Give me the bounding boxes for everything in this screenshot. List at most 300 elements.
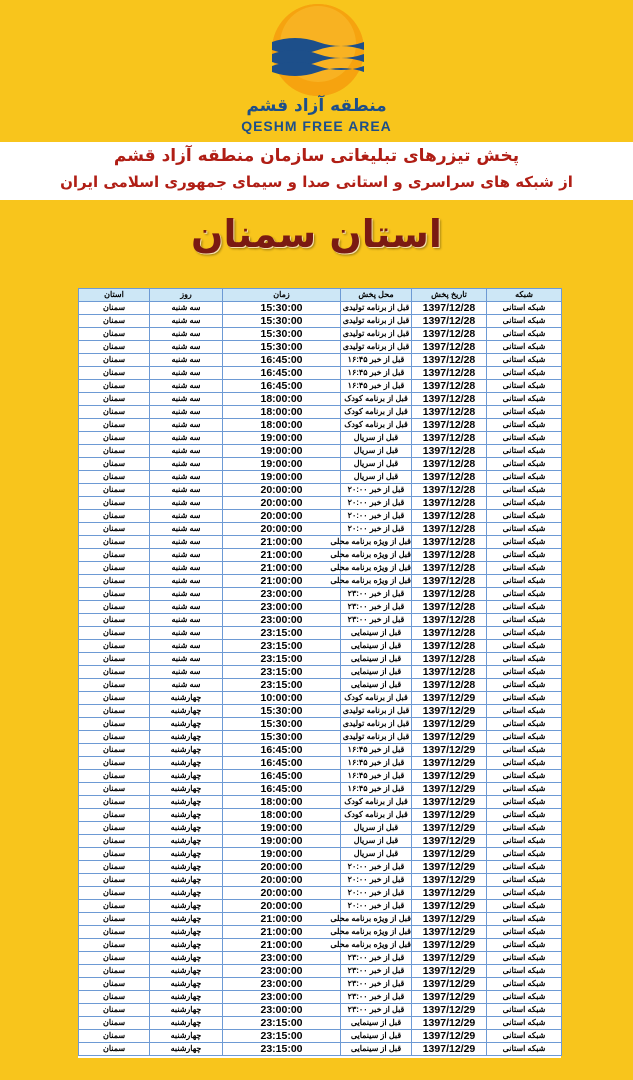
cell-time: 21:00:00 [223,536,341,549]
cell-province: سمنان [79,1030,150,1043]
cell-placement: قبل از سینمایی [341,1017,412,1030]
cell-province: سمنان [79,380,150,393]
table-row [79,835,562,848]
cell-date: 1397/12/28 [412,354,487,367]
cell-network: شبکه استانی [487,315,562,328]
cell-network: شبکه استانی [487,757,562,770]
cell-placement: قبل از خبر ۱۶:۴۵ [341,380,412,393]
table-row [79,861,562,874]
cell-placement: قبل از سریال [341,822,412,835]
cell-network: شبکه استانی [487,913,562,926]
cell-province: سمنان [79,1004,150,1017]
cell-network: شبکه استانی [487,705,562,718]
cell-placement: قبل از خبر ۲۰:۰۰ [341,874,412,887]
cell-time: 21:00:00 [223,562,341,575]
table-row [79,601,562,614]
cell-date: 1397/12/29 [412,770,487,783]
cell-date: 1397/12/29 [412,1004,487,1017]
cell-time: 18:00:00 [223,809,341,822]
cell-placement: قبل از خبر ۲۳:۰۰ [341,965,412,978]
cell-province: سمنان [79,718,150,731]
cell-placement: قبل از برنامه تولیدی [341,302,412,315]
cell-date: 1397/12/29 [412,952,487,965]
cell-day: چهارشنبه [150,978,223,991]
cell-day: سه شنبه [150,419,223,432]
cell-network: شبکه استانی [487,978,562,991]
cell-date: 1397/12/28 [412,614,487,627]
cell-province: سمنان [79,666,150,679]
cell-time: 20:00:00 [223,484,341,497]
table-row [79,471,562,484]
cell-day: سه شنبه [150,406,223,419]
cell-date: 1397/12/28 [412,432,487,445]
cell-network: شبکه استانی [487,627,562,640]
cell-day: چهارشنبه [150,913,223,926]
cell-time: 23:15:00 [223,653,341,666]
cell-day: سه شنبه [150,666,223,679]
cell-province: سمنان [79,601,150,614]
cell-date: 1397/12/28 [412,484,487,497]
cell-province: سمنان [79,952,150,965]
cell-day: چهارشنبه [150,835,223,848]
table-row [79,1030,562,1043]
province-title: استان سمنان [191,212,442,256]
table-row [79,666,562,679]
cell-network: شبکه استانی [487,601,562,614]
logo-area [0,0,633,140]
cell-network: شبکه استانی [487,406,562,419]
cell-day: چهارشنبه [150,1004,223,1017]
cell-date: 1397/12/29 [412,900,487,913]
column-header-date: تاریخ پخش [412,289,487,302]
cell-placement: قبل از خبر ۱۶:۴۵ [341,744,412,757]
cell-province: سمنان [79,653,150,666]
table-row [79,705,562,718]
cell-network: شبکه استانی [487,965,562,978]
cell-placement: قبل از خبر ۱۶:۴۵ [341,354,412,367]
cell-province: سمنان [79,562,150,575]
table-row [79,341,562,354]
cell-day: سه شنبه [150,458,223,471]
cell-day: چهارشنبه [150,783,223,796]
cell-time: 19:00:00 [223,445,341,458]
table-row [79,965,562,978]
cell-time: 16:45:00 [223,783,341,796]
cell-day: چهارشنبه [150,939,223,952]
cell-time: 23:00:00 [223,952,341,965]
cell-network: شبکه استانی [487,718,562,731]
cell-date: 1397/12/28 [412,575,487,588]
table-row [79,1017,562,1030]
cell-day: سه شنبه [150,523,223,536]
cell-date: 1397/12/28 [412,341,487,354]
cell-province: سمنان [79,705,150,718]
cell-day: چهارشنبه [150,861,223,874]
cell-day: سه شنبه [150,562,223,575]
cell-day: سه شنبه [150,367,223,380]
cell-network: شبکه استانی [487,354,562,367]
table-row [79,549,562,562]
cell-province: سمنان [79,744,150,757]
cell-time: 23:00:00 [223,1004,341,1017]
cell-province: سمنان [79,445,150,458]
cell-province: سمنان [79,796,150,809]
cell-network: شبکه استانی [487,692,562,705]
cell-time: 19:00:00 [223,822,341,835]
cell-day: سه شنبه [150,614,223,627]
table-body [79,302,562,1056]
cell-placement: قبل از سینمایی [341,1030,412,1043]
schedule-table [78,288,562,1056]
cell-network: شبکه استانی [487,679,562,692]
cell-day: سه شنبه [150,354,223,367]
cell-network: شبکه استانی [487,523,562,536]
cell-time: 20:00:00 [223,510,341,523]
cell-province: سمنان [79,692,150,705]
table-row [79,523,562,536]
table-row [79,770,562,783]
cell-network: شبکه استانی [487,471,562,484]
cell-placement: قبل از ویژه برنامه محلی [341,926,412,939]
cell-date: 1397/12/29 [412,887,487,900]
cell-time: 21:00:00 [223,549,341,562]
cell-day: چهارشنبه [150,705,223,718]
cell-time: 15:30:00 [223,328,341,341]
cell-day: سه شنبه [150,679,223,692]
cell-province: سمنان [79,523,150,536]
cell-day: چهارشنبه [150,1030,223,1043]
cell-time: 23:00:00 [223,588,341,601]
cell-placement: قبل از ویژه برنامه محلی [341,549,412,562]
cell-date: 1397/12/28 [412,380,487,393]
column-header-day: روز [150,289,223,302]
cell-day: سه شنبه [150,471,223,484]
cell-date: 1397/12/28 [412,328,487,341]
cell-network: شبکه استانی [487,549,562,562]
cell-placement: قبل از خبر ۲۰:۰۰ [341,900,412,913]
column-header-network: شبکه [487,289,562,302]
cell-date: 1397/12/28 [412,367,487,380]
cell-time: 10:00:00 [223,692,341,705]
cell-day: سه شنبه [150,601,223,614]
cell-date: 1397/12/28 [412,406,487,419]
cell-date: 1397/12/28 [412,445,487,458]
cell-date: 1397/12/29 [412,861,487,874]
cell-network: شبکه استانی [487,1043,562,1056]
cell-time: 16:45:00 [223,757,341,770]
cell-province: سمنان [79,315,150,328]
table-row [79,744,562,757]
cell-province: سمنان [79,432,150,445]
cell-placement: قبل از خبر ۲۳:۰۰ [341,601,412,614]
cell-placement: قبل از سریال [341,848,412,861]
cell-network: شبکه استانی [487,770,562,783]
cell-network: شبکه استانی [487,510,562,523]
table-row [79,809,562,822]
table-row [79,354,562,367]
table-row [79,432,562,445]
cell-date: 1397/12/29 [412,809,487,822]
cell-date: 1397/12/28 [412,523,487,536]
cell-placement: قبل از خبر ۲۳:۰۰ [341,952,412,965]
cell-date: 1397/12/28 [412,653,487,666]
cell-placement: قبل از خبر ۲۰:۰۰ [341,523,412,536]
cell-province: سمنان [79,939,150,952]
table-row [79,1004,562,1017]
cell-time: 19:00:00 [223,835,341,848]
cell-network: شبکه استانی [487,926,562,939]
cell-network: شبکه استانی [487,367,562,380]
cell-day: چهارشنبه [150,1017,223,1030]
cell-placement: قبل از برنامه کودک [341,809,412,822]
cell-date: 1397/12/29 [412,731,487,744]
cell-day: چهارشنبه [150,887,223,900]
table-row [79,679,562,692]
cell-time: 23:15:00 [223,679,341,692]
cell-placement: قبل از سریال [341,458,412,471]
cell-network: شبکه استانی [487,588,562,601]
cell-time: 20:00:00 [223,861,341,874]
cell-time: 23:15:00 [223,640,341,653]
cell-province: سمنان [79,874,150,887]
cell-network: شبکه استانی [487,341,562,354]
cell-network: شبکه استانی [487,562,562,575]
cell-province: سمنان [79,549,150,562]
cell-province: سمنان [79,471,150,484]
cell-time: 19:00:00 [223,458,341,471]
cell-date: 1397/12/28 [412,302,487,315]
cell-time: 21:00:00 [223,926,341,939]
cell-placement: قبل از برنامه تولیدی [341,341,412,354]
cell-date: 1397/12/29 [412,1030,487,1043]
cell-date: 1397/12/29 [412,1043,487,1056]
table-row [79,991,562,1004]
cell-day: چهارشنبه [150,965,223,978]
table-header-row [79,289,562,302]
cell-date: 1397/12/29 [412,718,487,731]
cell-time: 15:30:00 [223,341,341,354]
table-row [79,757,562,770]
cell-day: چهارشنبه [150,1043,223,1056]
cell-date: 1397/12/29 [412,757,487,770]
cell-date: 1397/12/29 [412,991,487,1004]
cell-network: شبکه استانی [487,848,562,861]
cell-date: 1397/12/29 [412,796,487,809]
cell-day: سه شنبه [150,536,223,549]
cell-network: شبکه استانی [487,874,562,887]
cell-network: شبکه استانی [487,991,562,1004]
logo-text-en: QESHM FREE AREA [241,118,392,134]
cell-network: شبکه استانی [487,1017,562,1030]
cell-network: شبکه استانی [487,484,562,497]
cell-day: چهارشنبه [150,900,223,913]
cell-network: شبکه استانی [487,432,562,445]
cell-day: سه شنبه [150,627,223,640]
cell-day: سه شنبه [150,653,223,666]
cell-network: شبکه استانی [487,640,562,653]
cell-time: 23:00:00 [223,614,341,627]
cell-network: شبکه استانی [487,614,562,627]
cell-date: 1397/12/28 [412,419,487,432]
cell-day: چهارشنبه [150,757,223,770]
table-row [79,731,562,744]
cell-placement: قبل از سینمایی [341,653,412,666]
cell-province: سمنان [79,900,150,913]
cell-date: 1397/12/28 [412,471,487,484]
cell-network: شبکه استانی [487,939,562,952]
cell-network: شبکه استانی [487,796,562,809]
cell-day: چهارشنبه [150,874,223,887]
cell-placement: قبل از برنامه تولیدی [341,731,412,744]
cell-day: سه شنبه [150,380,223,393]
cell-placement: قبل از خبر ۲۰:۰۰ [341,887,412,900]
cell-province: سمنان [79,536,150,549]
cell-day: سه شنبه [150,341,223,354]
cell-time: 18:00:00 [223,796,341,809]
cell-placement: قبل از برنامه کودک [341,406,412,419]
cell-time: 21:00:00 [223,575,341,588]
cell-province: سمنان [79,458,150,471]
table-row [79,484,562,497]
cell-placement: قبل از خبر ۱۶:۴۵ [341,783,412,796]
cell-day: چهارشنبه [150,848,223,861]
cell-province: سمنان [79,965,150,978]
cell-day: سه شنبه [150,588,223,601]
cell-time: 20:00:00 [223,497,341,510]
cell-placement: قبل از برنامه تولیدی [341,718,412,731]
cell-date: 1397/12/29 [412,848,487,861]
cell-day: چهارشنبه [150,770,223,783]
cell-date: 1397/12/28 [412,627,487,640]
logo-text-fa: منطقه آزاد قشم [246,96,387,116]
cell-placement: قبل از ویژه برنامه محلی [341,575,412,588]
cell-network: شبکه استانی [487,328,562,341]
cell-time: 20:00:00 [223,887,341,900]
table-row [79,913,562,926]
cell-placement: قبل از ویژه برنامه محلی [341,939,412,952]
cell-province: سمنان [79,809,150,822]
column-header-province: استان [79,289,150,302]
table-row [79,887,562,900]
cell-date: 1397/12/28 [412,497,487,510]
cell-placement: قبل از خبر ۲۳:۰۰ [341,1004,412,1017]
table-row [79,1043,562,1056]
cell-network: شبکه استانی [487,419,562,432]
cell-placement: قبل از ویژه برنامه محلی [341,913,412,926]
cell-date: 1397/12/29 [412,783,487,796]
column-header-time: زمان [223,289,341,302]
cell-time: 15:30:00 [223,718,341,731]
table-row [79,874,562,887]
cell-network: شبکه استانی [487,822,562,835]
table-row [79,848,562,861]
cell-placement: قبل از برنامه تولیدی [341,705,412,718]
cell-network: شبکه استانی [487,809,562,822]
cell-day: سه شنبه [150,575,223,588]
cell-province: سمنان [79,783,150,796]
table-row [79,952,562,965]
cell-placement: قبل از خبر ۲۰:۰۰ [341,484,412,497]
cell-province: سمنان [79,926,150,939]
cell-date: 1397/12/28 [412,315,487,328]
cell-province: سمنان [79,848,150,861]
cell-province: سمنان [79,913,150,926]
cell-province: سمنان [79,822,150,835]
cell-date: 1397/12/29 [412,744,487,757]
cell-time: 18:00:00 [223,419,341,432]
cell-time: 23:15:00 [223,1030,341,1043]
cell-placement: قبل از سریال [341,445,412,458]
cell-day: سه شنبه [150,640,223,653]
cell-placement: قبل از خبر ۲۰:۰۰ [341,861,412,874]
cell-province: سمنان [79,887,150,900]
cell-network: شبکه استانی [487,952,562,965]
cell-date: 1397/12/28 [412,393,487,406]
cell-placement: قبل از برنامه کودک [341,393,412,406]
cell-time: 15:30:00 [223,731,341,744]
cell-date: 1397/12/28 [412,536,487,549]
cell-province: سمنان [79,835,150,848]
cell-placement: قبل از سینمایی [341,666,412,679]
cell-day: چهارشنبه [150,731,223,744]
cell-day: سه شنبه [150,484,223,497]
cell-day: چهارشنبه [150,822,223,835]
table-row [79,627,562,640]
cell-province: سمنان [79,497,150,510]
cell-day: سه شنبه [150,432,223,445]
cell-time: 20:00:00 [223,874,341,887]
cell-day: چهارشنبه [150,796,223,809]
cell-time: 16:45:00 [223,354,341,367]
cell-time: 23:15:00 [223,666,341,679]
cell-province: سمنان [79,575,150,588]
table-row [79,562,562,575]
cell-day: چهارشنبه [150,809,223,822]
cell-province: سمنان [79,679,150,692]
table-row [79,614,562,627]
cell-province: سمنان [79,341,150,354]
cell-province: سمنان [79,393,150,406]
cell-date: 1397/12/29 [412,978,487,991]
cell-time: 18:00:00 [223,393,341,406]
cell-date: 1397/12/28 [412,679,487,692]
cell-network: شبکه استانی [487,666,562,679]
cell-placement: قبل از برنامه تولیدی [341,315,412,328]
cell-network: شبکه استانی [487,445,562,458]
cell-time: 23:00:00 [223,601,341,614]
cell-day: چهارشنبه [150,718,223,731]
cell-province: سمنان [79,861,150,874]
cell-province: سمنان [79,328,150,341]
cell-placement: قبل از خبر ۲۳:۰۰ [341,614,412,627]
cell-time: 16:45:00 [223,744,341,757]
cell-network: شبکه استانی [487,1004,562,1017]
cell-date: 1397/12/29 [412,926,487,939]
cell-network: شبکه استانی [487,458,562,471]
cell-network: شبکه استانی [487,380,562,393]
title-line-1: پخش تیزرهای تبلیغاتی سازمان منطقه آزاد قشم [113,146,520,166]
cell-network: شبکه استانی [487,731,562,744]
cell-placement: قبل از خبر ۲۰:۰۰ [341,497,412,510]
cell-province: سمنان [79,731,150,744]
cell-network: شبکه استانی [487,887,562,900]
cell-day: چهارشنبه [150,952,223,965]
cell-time: 15:30:00 [223,315,341,328]
cell-placement: قبل از برنامه کودک [341,796,412,809]
table-row [79,653,562,666]
cell-placement: قبل از خبر ۲۳:۰۰ [341,588,412,601]
cell-time: 16:45:00 [223,770,341,783]
